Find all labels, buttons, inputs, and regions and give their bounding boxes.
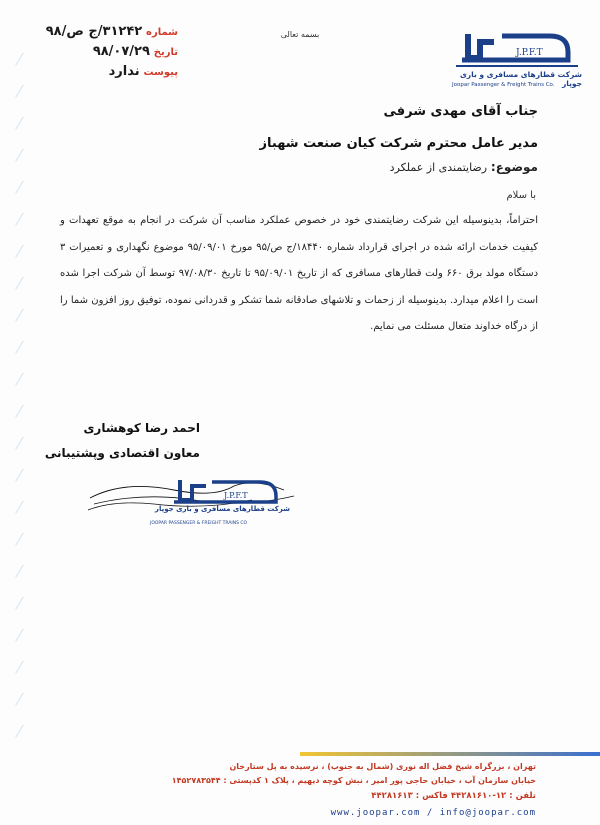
watermark-mark: ─── [12, 82, 28, 100]
footer-address-line2: خیابان سازمان آب ، خیابان حاجی پور امیر ، نبش کوچه دیهیم ، پلاک ۱ کدپستی : ۱۴۵۲۷۸۳۵۴۴ [171, 776, 536, 785]
signatory-name: احمد رضا کوهشاری [83, 421, 200, 435]
footer-phone-fax: تلفن : ۱۲-۴۴۲۸۱۶۱۰ فاکس : ۴۴۲۸۱۶۱۳ [371, 791, 536, 801]
watermark-mark: ─── [12, 146, 28, 164]
watermark-mark: ─── [12, 306, 28, 324]
basmala: بسمه تعالی [280, 30, 320, 39]
watermark-mark: ─── [12, 562, 28, 580]
meta-number-value: ۳۱۲۴۲/ج ص/۹۸ [45, 24, 143, 39]
greeting: با سلام [506, 190, 536, 201]
watermark-mark: ─── [12, 434, 28, 452]
watermark-mark: ─── [12, 530, 28, 548]
meta-date-value: ۹۸/۰۷/۲۹ [92, 44, 150, 59]
meta-attachment-label: پیوست [143, 67, 178, 78]
stamp-english-name: JOOPAR PASSENGER & FREIGHT TRAINS CO [150, 521, 248, 526]
watermark-mark: ─── [12, 114, 28, 132]
body-paragraph: احتراماً، بدینوسیله این شرکت رضایتمندی خود در خصوص عملکرد مناسب آن شرکت در انجام به موقع تعهدات و کیفیت خدمات ارائه شده در اجرای قرارداد شماره ۱۸۴۴۰/ج ص/۹۵ مورخ ۹۵/۰۹/۰۱ موضوع نگهداری و تعمیرات ۳ دستگاه مولد برق ۶۶۰ ولت قطارهای مسافری که از تاریخ ۹۵/۰۹/۰۱ تا تاریخ ۹۷/۰۸/۳۰ توسط آن شرکت اجرا شده است را اعلام میدارد. بدینوسیله از زحمات و تلاشهای صادقانه شما تشکر و قدردانی نموده، توفیق روز افزون شما را از درگاه خداوند متعال مسئلت می نمایم. [60, 215, 539, 332]
subject-label: موضوع: [490, 160, 538, 174]
watermark-mark: ─── [12, 658, 28, 676]
footer-address-line1: تهران ، بزرگراه شیخ فضل اله نوری (شمال به جنوب) ، نرسیده به پل ستارخان [229, 762, 536, 771]
watermark-mark: ─── [12, 626, 28, 644]
footer-website-email: www.joopar.com / info@joopar.com [330, 808, 536, 818]
watermark-mark: ─── [12, 722, 28, 740]
addressee-name: جناب آقای مهدی شرفی [383, 104, 538, 119]
watermark-mark: ─── [12, 50, 28, 68]
meta-number-label: شماره [146, 27, 178, 38]
watermark-mark: ─── [12, 370, 28, 388]
watermark-mark: ─── [12, 242, 28, 260]
signatory-title: معاون اقتصادی وپشتیبانی [44, 446, 200, 460]
stamp-persian-name: شرکت قطارهای مسافری و باری جوپار [154, 505, 290, 513]
logo-english-name: Joopar Passenger & Freight Trains Co. [452, 82, 555, 88]
logo-mark: J.P.F.T [516, 48, 543, 58]
watermark-mark: ─── [12, 178, 28, 196]
meta-number [40, 24, 178, 39]
watermark-mark: ─── [12, 274, 28, 292]
watermark-mark: ─── [12, 338, 28, 356]
signature-stamp [84, 470, 304, 538]
stamp-mark: J.P.F.T [224, 491, 248, 500]
watermark-mark: ─── [12, 466, 28, 484]
watermark-mark: ─── [12, 594, 28, 612]
logo-persian-name: شرکت قطارهای مسافری و باری جوپار [459, 70, 582, 88]
watermark-mark: ─── [12, 402, 28, 420]
footer-divider [300, 752, 600, 756]
subject-text: رضایتمندی از عملکرد [389, 161, 488, 174]
meta-date [87, 44, 178, 59]
watermark-mark: ─── [12, 690, 28, 708]
meta-attachment [103, 64, 178, 79]
meta-attachment-value: ندارد [108, 64, 140, 79]
watermark-strip [0, 0, 60, 760]
letter-body [60, 208, 538, 341]
meta-date-label: تاریخ [153, 47, 178, 58]
watermark-mark: ─── [12, 210, 28, 228]
addressee-position: مدیر عامل محترم شرکت کیان صنعت شهباز [259, 136, 538, 151]
watermark-mark: ─── [12, 498, 28, 516]
subject-line [390, 160, 538, 174]
